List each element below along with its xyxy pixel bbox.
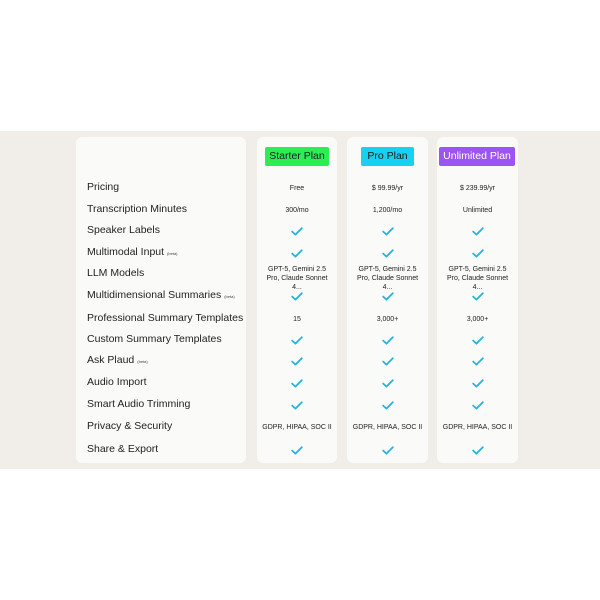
pro-value-llm-models: GPT-5, Gemini 2.5 Pro, Claude Sonnet 4... (356, 266, 419, 291)
check-icon (291, 292, 303, 301)
unlimited-value-professional-summary-templates: 3,000+ (466, 316, 489, 323)
feature-label-text: Transcription Minutes (87, 203, 187, 215)
check-icon (382, 336, 394, 345)
feature-label-text: Multimodal Input (87, 246, 165, 258)
feature-label-pricing (87, 181, 119, 194)
feature-label-ask-plaud (87, 354, 148, 368)
starter-value-llm-models: GPT-5, Gemini 2.5 Pro, Claude Sonnet 4... (266, 266, 328, 291)
starter-value-privacy-and-security: GDPR, HIPAA, SOC II (262, 424, 332, 431)
feature-label-text: Smart Audio Trimming (87, 398, 191, 410)
check-icon (472, 227, 484, 236)
feature-label-multidimensional-summaries (87, 289, 235, 303)
check-icon (291, 357, 303, 366)
feature-label-text: Custom Summary Templates (87, 333, 222, 345)
feature-label-professional-summary-templates (87, 312, 243, 325)
unlimited-value-llm-models: GPT-5, Gemini 2.5 Pro, Claude Sonnet 4... (446, 266, 509, 291)
beta-tag: (beta) (137, 359, 148, 364)
check-icon (382, 227, 394, 236)
feature-label-text: Ask Plaud (87, 354, 135, 366)
check-icon (291, 446, 303, 455)
check-icon (472, 357, 484, 366)
check-icon (382, 292, 394, 301)
starter-value-transcription-minutes: 300/mo (285, 207, 309, 214)
feature-label-speaker-labels (87, 224, 160, 237)
pro-value-privacy-and-security: GDPR, HIPAA, SOC II (352, 424, 423, 431)
unlimited-value-pricing: $ 239.99/yr (459, 185, 496, 192)
feature-label-text: Privacy & Security (87, 420, 173, 432)
feature-label-text: Speaker Labels (87, 224, 160, 236)
unlimited-value-privacy-and-security: GDPR, HIPAA, SOC II (442, 424, 513, 431)
feature-label-privacy-and-security (87, 420, 172, 433)
check-icon (291, 227, 303, 236)
pro-value-professional-summary-templates: 3,000+ (376, 316, 399, 323)
check-icon (291, 401, 303, 410)
check-icon (291, 249, 303, 258)
pro-value-pricing: $ 99.99/yr (371, 185, 404, 192)
check-icon (472, 379, 484, 388)
check-icon (472, 336, 484, 345)
feature-label-custom-summary-templates (87, 333, 222, 346)
feature-label-text: Audio Import (87, 376, 147, 388)
check-icon (382, 357, 394, 366)
feature-label-llm-models (87, 267, 144, 280)
beta-tag: (beta) (224, 294, 235, 299)
beta-tag: (beta) (167, 251, 178, 256)
check-icon (472, 249, 484, 258)
check-icon (382, 446, 394, 455)
check-icon (382, 379, 394, 388)
feature-label-text: LLM Models (87, 267, 145, 279)
unlimited-value-transcription-minutes: Unlimited (462, 207, 493, 214)
check-icon (382, 401, 394, 410)
feature-label-text: Multidimensional Summaries (87, 289, 222, 301)
feature-label-share-and-export (87, 443, 158, 456)
check-icon (291, 336, 303, 345)
check-icon (291, 379, 303, 388)
check-icon (472, 446, 484, 455)
check-icon (472, 292, 484, 301)
starter-value-pricing: Free (289, 185, 305, 192)
feature-label-text: Pricing (87, 181, 120, 193)
starter-value-professional-summary-templates: 15 (293, 316, 301, 323)
feature-label-smart-audio-trimming (87, 398, 190, 411)
starter-plan-badge[interactable]: Starter Plan (265, 147, 329, 166)
check-icon (382, 249, 394, 258)
pro-plan-badge[interactable]: Pro Plan (361, 147, 414, 166)
unlimited-plan-badge[interactable]: Unlimited Plan (439, 147, 515, 166)
feature-label-transcription-minutes (87, 203, 187, 216)
check-icon (472, 401, 484, 410)
feature-label-text: Professional Summary Templates (87, 312, 244, 324)
feature-label-text: Share & Export (87, 443, 159, 455)
feature-label-multimodal-input (87, 246, 178, 260)
feature-label-audio-import (87, 376, 147, 389)
pro-value-transcription-minutes: 1,200/mo (372, 207, 403, 214)
